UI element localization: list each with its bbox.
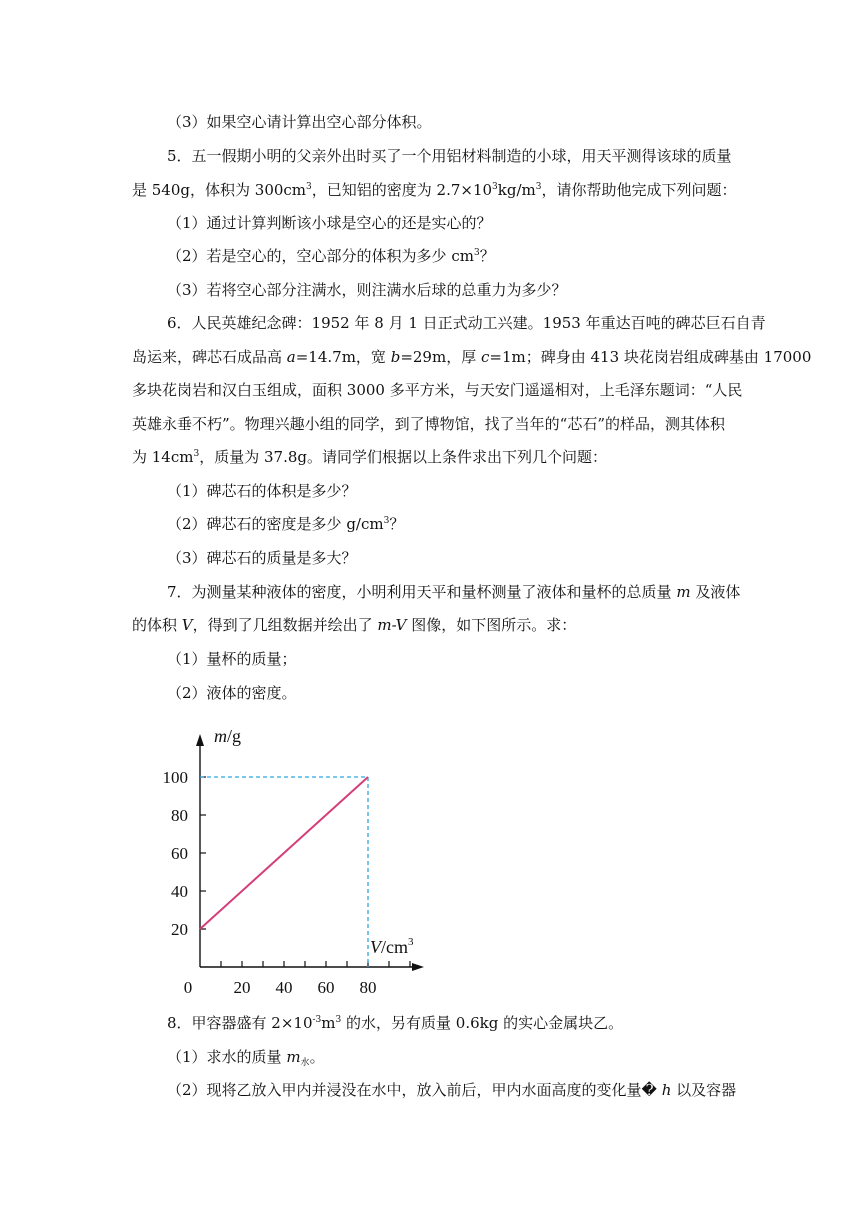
x-tick-label: 20	[233, 978, 251, 997]
x-axis-arrow	[412, 963, 424, 971]
q7-stem-line1: 7．为测量某种液体的密度，小明利用天平和量杯测量了液体和量杯的总质量 m 及液体	[167, 583, 741, 601]
y-tick-label: 100	[162, 768, 188, 787]
q8-part2: （2）现将乙放入甲内并浸没在水中，放入前后，甲内水面高度的变化量� h 以及容器	[167, 1081, 737, 1099]
y-tick-label: 80	[171, 806, 188, 825]
x-axis-label: $V/cm^3$	[370, 936, 414, 957]
q6-part1: （1）碑芯石的体积是多少？	[167, 482, 357, 500]
q8-part1: （1）求水的质量 $m_水$。	[167, 1048, 325, 1068]
q8-stem: 8．甲容器盛有 $2\times 10^{-3}m^3$ 的水，另有质量 0.6kg 的实心金属块乙。	[167, 1014, 624, 1032]
y-tick-label: 40	[171, 882, 188, 901]
x-tick-label: 60	[317, 978, 335, 997]
y-tick-label: 60	[171, 844, 188, 863]
q6-stem-line4: 英雄永垂不朽”。物理兴趣小组的同学，到了博物馆，找了当年的“芯石”的样品，测其体积	[132, 415, 726, 433]
x-tick-label: 0	[183, 978, 193, 997]
q6-stem-line1: 6．人民英雄纪念碑：1952 年 8 月 1 日正式动工兴建。1953 年重达百吨的碑芯巨石自青	[167, 314, 766, 332]
x-tick-label: 40	[275, 978, 293, 997]
q7-part1: （1）量杯的质量；	[167, 650, 297, 668]
q7-part2: （2）液体的密度。	[167, 684, 297, 702]
q7-stem-line2: 的体积 V，得到了几组数据并绘出了 m-V 图像，如下图所示。求：	[132, 616, 577, 634]
y-axis-arrow	[196, 734, 204, 746]
q5-stem-line1: 5．五一假期小明的父亲外出时买了一个用铝材料制造的小球，用天平测得该球的质量	[167, 147, 732, 165]
q6-stem-line3: 多块花岗岩和汉白玉组成，面积 3000 多平方米，与天安门遥遥相对，上毛泽东题词：“人民	[132, 381, 743, 399]
m-v-graph	[160, 722, 480, 1000]
q5-stem-line2: 是 540g，体积为 $300cm^3$，已知铝的密度为 $2.7\times 10^3kg/m^3$，请你帮助他完成下列问题：	[132, 181, 737, 199]
q6-stem-line5: 为 $14cm^3$，质量为 37.8g。请同学们根据以上条件求出下列几个问题：	[132, 448, 607, 466]
q6-stem-line2: 岛运来，碑芯石成品高 a=14.7m，宽 b=29m，厚 c=1m；碑身由 413 块花岗岩组成碑基由 17000	[132, 348, 812, 366]
q5-part1: （1）通过计算判断该小球是空心的还是实心的？	[167, 214, 492, 232]
y-tick-label: 20	[171, 920, 188, 939]
q6-part2: （2）碑芯石的密度是多少 $g/cm^3$？	[167, 515, 405, 533]
x-tick-label: 80	[359, 978, 377, 997]
y-axis-label: m/g	[214, 726, 242, 746]
q4-part3: （3）如果空心请计算出空心部分体积。	[167, 113, 432, 131]
q5-part3: （3）若将空心部分注满水，则注满水后球的总重力为多少？	[167, 281, 567, 299]
series-line	[200, 777, 368, 929]
q6-part3: （3）碑芯石的质量是多大？	[167, 549, 357, 567]
q5-part2: （2）若是空心的，空心部分的体积为多少 $cm^3$？	[167, 247, 495, 265]
